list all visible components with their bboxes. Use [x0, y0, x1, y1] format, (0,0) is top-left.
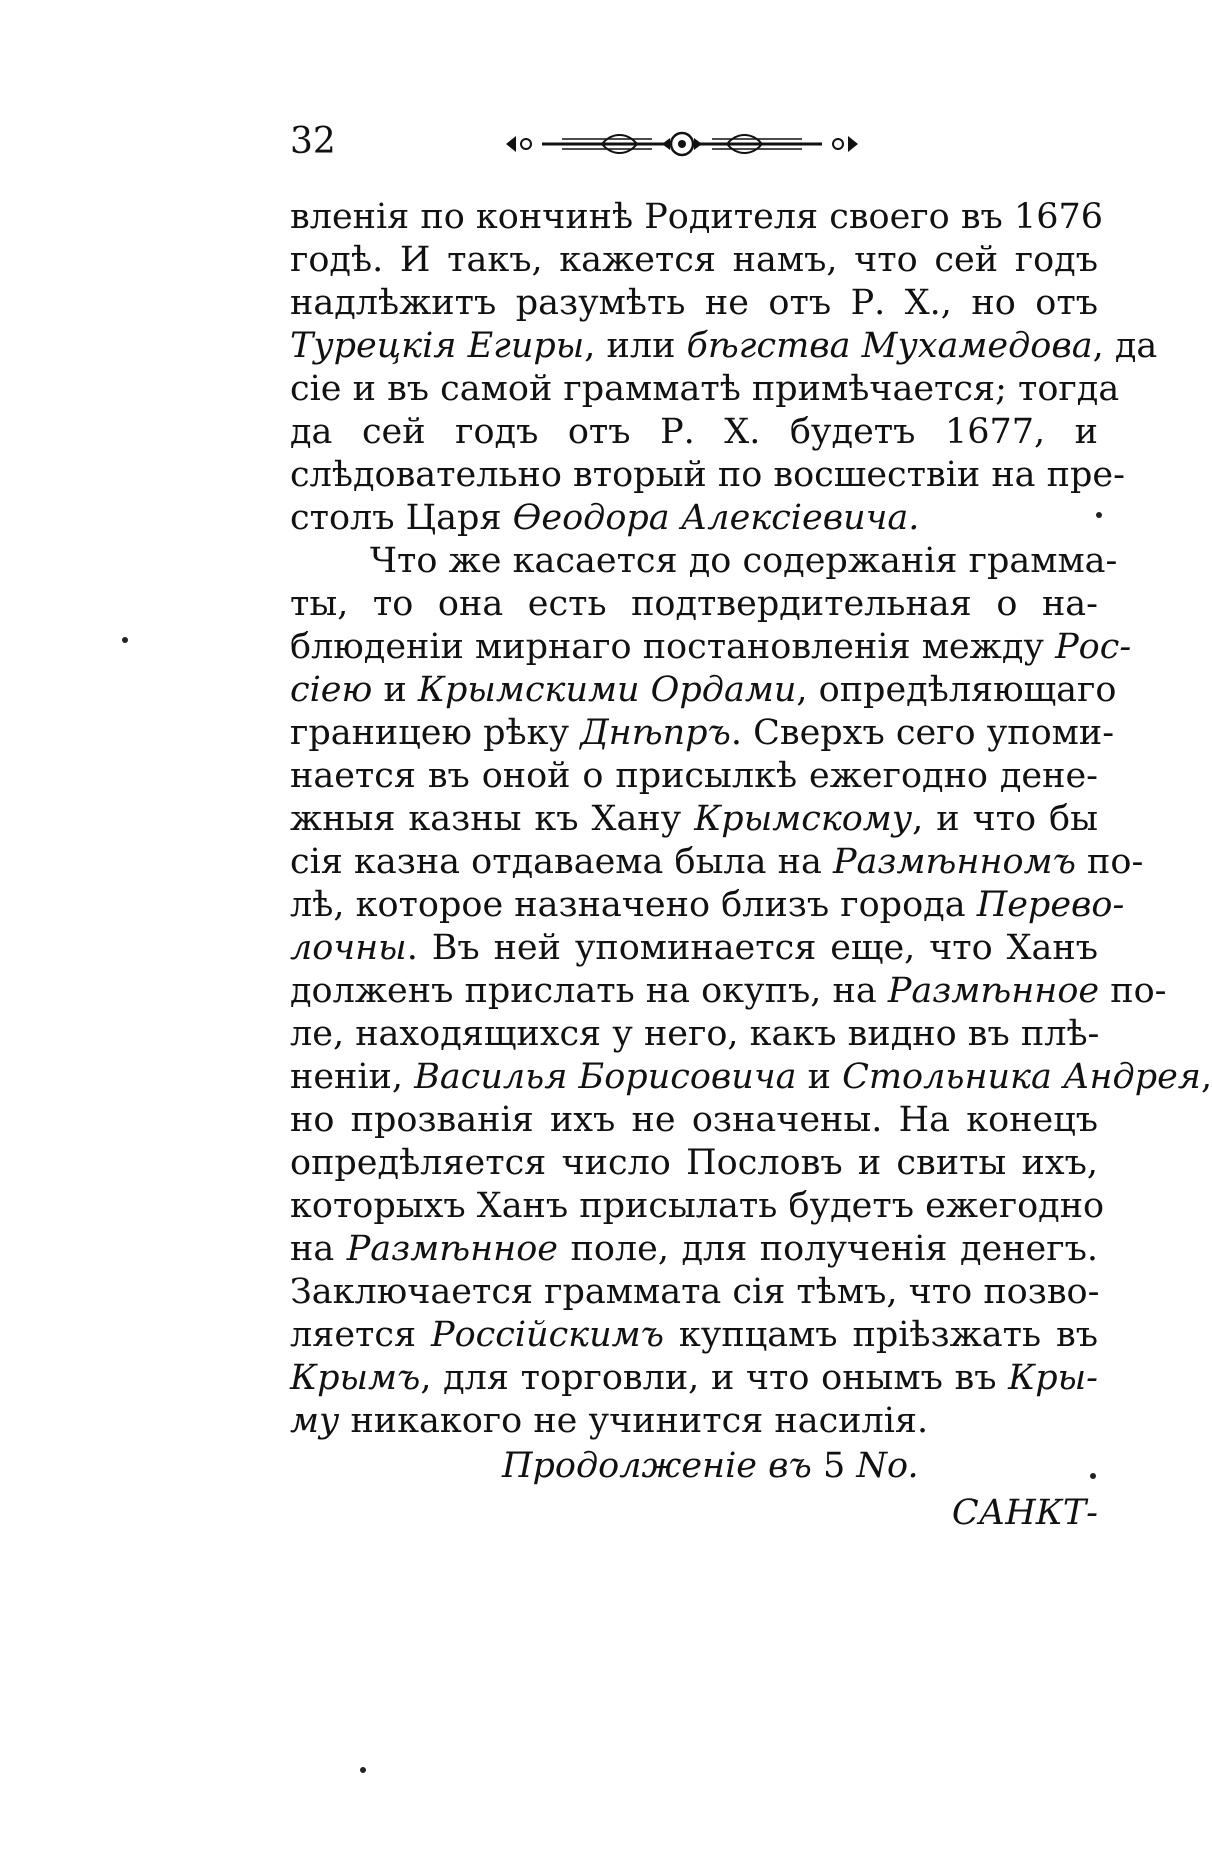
text-segment: ляется [290, 1315, 432, 1355]
italic-segment: Размѣнномъ [832, 842, 1076, 882]
continuation-note [290, 1443, 1098, 1489]
italic-segment: Днѣпръ [580, 713, 731, 753]
text-segment: сія казна отдаваема была на [290, 842, 833, 882]
text-line [290, 411, 1098, 454]
italic-segment: Ѳеодора Алексіевича. [512, 498, 920, 538]
text-segment: по- [1099, 971, 1167, 1011]
text-segment: никакого не учинится насилія. [339, 1401, 929, 1441]
catchword: САНКТ- [951, 1493, 1098, 1533]
text-segment: сіе и въ самой грамматѣ примѣчается; тогда [290, 369, 1120, 409]
header-ornament [502, 130, 862, 158]
text-segment: слѣдовательно вторый по восшествіи на пре- [290, 455, 1125, 495]
text-segment: опредѣляется число Пословъ и свиты ихъ, [290, 1143, 1098, 1183]
italic-segment: сіею [290, 670, 373, 710]
italic-segment: Размѣнное [346, 1229, 558, 1269]
italic-segment: Кры- [1008, 1358, 1098, 1398]
text-segment: Заключается граммата сія тѣмъ, что позво- [290, 1272, 1100, 1312]
text-line [290, 626, 1132, 669]
text-line [290, 1271, 1098, 1314]
text-segment: поле, для полученія денегъ. [558, 1229, 1098, 1269]
italic-segment: Продолженіе въ [502, 1446, 812, 1486]
text-line [290, 454, 1125, 497]
text-line [290, 1400, 1098, 1443]
text-segment: надлѣжитъ разумѣть не отъ Р. Х., но отъ [290, 283, 1098, 323]
text-segment: , или [584, 326, 687, 366]
text-segment: , опредѣляющаго [796, 670, 1117, 710]
text-segment: лѣ, которое назначено близъ города [290, 885, 977, 925]
text-line [290, 755, 1098, 798]
text-segment: 5 [811, 1446, 857, 1486]
text-segment: столъ Царя [290, 498, 513, 538]
text-segment: ты, то она есть подтвердительная о на- [290, 584, 1098, 624]
italic-segment: Крымскому [694, 799, 913, 839]
text-line [290, 583, 1098, 626]
italic-segment: лочны [290, 928, 407, 968]
print-speck [122, 637, 128, 643]
text-line [290, 1228, 1098, 1271]
text-segment: купцамъ пріѣзжать въ [663, 1315, 1098, 1355]
text-segment: и [372, 670, 418, 710]
text-segment: блюденіи мирнаго постановленія между [290, 627, 1056, 667]
italic-segment: Перево- [976, 885, 1125, 925]
text-line [290, 540, 1118, 583]
print-speck [1090, 1473, 1096, 1479]
text-line [290, 669, 1117, 712]
text-line [290, 1013, 1098, 1056]
text-line [290, 1185, 1105, 1228]
text-line [290, 970, 1167, 1013]
text-line [290, 712, 1115, 755]
page-header [290, 122, 1098, 170]
text-line [290, 282, 1098, 325]
italic-segment: Крымъ [290, 1358, 421, 1398]
text-line [290, 927, 1098, 970]
italic-segment: му [290, 1401, 340, 1441]
text-segment: долженъ прислать на окупъ, на [290, 971, 888, 1011]
text-line [290, 1314, 1098, 1357]
italic-segment: бѣгства Мухамедова [686, 326, 1093, 366]
text-segment: которыхъ Ханъ присылать будетъ ежегодно [290, 1186, 1105, 1226]
text-line [290, 1056, 1212, 1099]
text-segment: вленія по кончинѣ Родителя своего въ 1676 [290, 197, 1104, 237]
text-line [290, 884, 1125, 927]
italic-segment: Стольника Андрея [842, 1057, 1201, 1097]
italic-segment: Размѣнное [887, 971, 1100, 1011]
text-segment: на [290, 1229, 347, 1269]
text-segment: ле, находящихся у него, какъ видно въ плѣ- [290, 1014, 1100, 1054]
text-segment: но прозванія ихъ не означены. На конецъ [290, 1100, 1098, 1140]
text-segment: по- [1075, 842, 1144, 882]
italic-segment: Россійскимъ [431, 1315, 664, 1355]
italic-segment: Василья Борисовича [414, 1057, 797, 1097]
text-segment: и [796, 1057, 843, 1097]
text-line [290, 196, 1104, 239]
text-line [290, 1357, 1098, 1400]
text-segment: , и что бы [912, 799, 1098, 839]
italic-segment: Рос- [1055, 627, 1132, 667]
text-segment: , для торговли, и что онымъ въ [420, 1358, 1009, 1398]
text-segment: , [1200, 1057, 1212, 1097]
body-text [290, 196, 1212, 1537]
text-line [290, 1142, 1098, 1185]
print-speck [1096, 512, 1102, 518]
text-segment: . Въ ней упоминается еще, что Ханъ [406, 928, 1098, 968]
print-speck [360, 1767, 366, 1773]
text-line [290, 368, 1120, 411]
text-segment: . Сверхъ сего упоми- [730, 713, 1115, 753]
text-segment: границею рѣку [290, 713, 581, 753]
italic-segment: Крымскими Ордами [417, 670, 797, 710]
page-number: 32 [290, 121, 336, 162]
text-segment: да сей годъ отъ Р. Х. будетъ 1677, и [290, 412, 1098, 452]
text-line [290, 798, 1098, 841]
text-segment: неніи, [290, 1057, 415, 1097]
text-line [290, 497, 1098, 540]
text-segment: жныя казны къ Хану [290, 799, 695, 839]
text-line [290, 239, 1098, 282]
text-segment: Что же касается до содержанія граммa- [370, 541, 1118, 581]
text-line [290, 325, 1158, 368]
text-line [290, 1099, 1098, 1142]
text-segment: годѣ. И такъ, кажется намъ, что сей годъ [290, 240, 1098, 280]
text-line [290, 841, 1144, 884]
text-segment: нается въ оной о присылкѣ ежегодно денe- [290, 756, 1098, 796]
text-segment: , да [1092, 326, 1158, 366]
italic-segment: No. [856, 1446, 919, 1486]
italic-segment: Турецкія Егиры [290, 326, 585, 366]
